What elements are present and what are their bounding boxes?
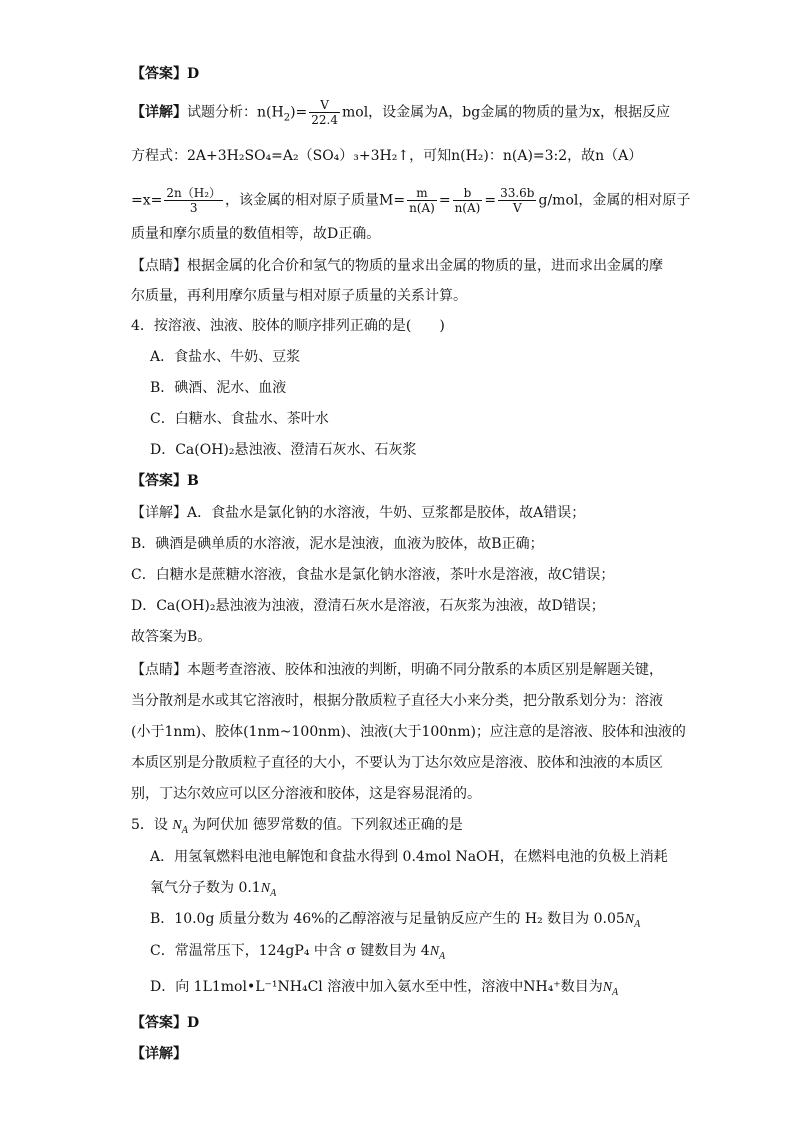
q3-tip-line-1: 【点睛】根据金属的化合价和氢气的物质的量求出金属的物质的量，进而求出金属的摩 (131, 258, 663, 274)
q4-tip-line-4: 本质区别是分散质粒子直径的大小，不要认为丁达尔效应是溶液、胶体和浊液的本质区 (131, 755, 663, 771)
q4-option-d: D．Ca(OH)₂悬浊液、澄清石灰水、石灰浆 (150, 442, 417, 458)
detail-tag: 【详解】 (131, 104, 187, 121)
fraction: $\frac{\text{2n（H₂）}}{3}$ (166, 186, 221, 215)
q5-detail-tag: 【详解】 (131, 1046, 187, 1062)
q5-answer: 【答案】D (131, 1015, 200, 1031)
q4-tip-line-2: 当分散剂是水或其它溶液时，根据分散质粒子直径大小来分类，把分散系划分为：溶液 (131, 693, 663, 709)
q5-option-a-line-1: A．用氢氧燃料电池电解饱和食盐水得到 0.4mol NaOH，在燃料电池的负极上消耗 (150, 849, 668, 865)
q4-stem: 4．按溶液、浊液、胶体的顺序排列正确的是( ) (131, 318, 445, 334)
q3-answer: 【答案】D (131, 66, 200, 82)
q4-answer: 【答案】B (131, 473, 199, 489)
q4-detail-line-1: 【详解】A．食盐水是氯化钠的水溶液，牛奶、豆浆都是胶体，故A错误； (131, 505, 586, 521)
q4-detail-line-2: B．碘酒是碘单质的水溶液，泥水是浊液，血液为胶体，故B正确； (131, 536, 544, 552)
q4-option-a: A．食盐水、牛奶、豆浆 (150, 349, 301, 365)
q4-tip-line-1: 【点睛】本题考查溶液、胶体和浊液的判断，明确不同分散系的本质区别是解题关键， (131, 662, 663, 678)
q3-detail-line-2: 方程式：2A+3H₂SO₄=A₂（SO₄）₃+3H₂↑，可知n(H₂)：n(A)=3:2，故n（A） (131, 148, 643, 164)
q4-tip-line-5: 别，丁达尔效应可以区分溶液和胶体，这是容易混淆的。 (131, 786, 481, 802)
fraction: $\frac{b}{n(A)}$ (454, 186, 481, 215)
q5-option-d: D．向 1L1mol•L⁻¹NH₄Cl 溶液中加入氨水至中性，溶液中NH₄⁺数目为$N_A$ (150, 979, 619, 998)
q4-option-b: B．碘酒、泥水、血液 (150, 380, 287, 396)
q5-option-c: C．常温常压下，124gP₄ 中含 σ 键数目为 $4N_A$ (150, 943, 446, 962)
fraction: $\frac{V}{22.4}$ (311, 98, 338, 127)
q3-tip-line-2: 尔质量，再利用摩尔质量与相对原子质量的关系计算。 (131, 288, 467, 304)
q3-detail-line-4: 质量和摩尔质量的数值相等，故D正确。 (131, 226, 381, 242)
q5-option-b: B．10.0g 质量分数为 46%的乙醇溶液与足量钠反应产生的 H₂ 数目为 $0.05N_A$ (150, 911, 641, 930)
q4-detail-line-4: D．Ca(OH)₂悬浊液为浊液，澄清石灰水是溶液，石灰浆为浊液，故D错误； (131, 598, 605, 614)
q5-option-a-line-2: 氧气分子数为 $0.1N_A$ (150, 880, 277, 899)
q5-stem: 5．设 $N_A$ 为阿伏加 德罗常数的值。下列叙述正确的是 (131, 817, 463, 836)
q3-detail-line-3: =x= $\frac{\text{2n（H₂）}}{3}$ ，该金属的相对原子质量M= $\frac{m}{n(A)}$ = $\frac{b}{n(A)}$ = $\frac{33.6b}{V}$ g/mol，金属的相对原子 (131, 186, 691, 215)
q4-detail-line-3: C．白糖水是蔗糖水溶液，食盐水是氯化钠水溶液，茶叶水是溶液，故C错误； (131, 567, 615, 583)
q4-tip-line-3: (小于1nm)、胶体(1nm~100nm)、浊液(大于100nm)；应注意的是溶液、胶体和浊液的 (131, 724, 686, 740)
q4-detail-line-5: 故答案为B。 (131, 629, 212, 645)
fraction: $\frac{m}{n(A)}$ (409, 186, 435, 215)
q3-detail-line-1: 【详解】试题分析：$n(H_2)=$ $\frac{V}{22.4}$ mol，设金属为A，bg金属的物质的量为x，根据反应 (131, 98, 671, 127)
fraction: $\frac{33.6b}{V}$ (500, 186, 535, 215)
q4-option-c: C．白糖水、食盐水、茶叶水 (150, 411, 329, 427)
